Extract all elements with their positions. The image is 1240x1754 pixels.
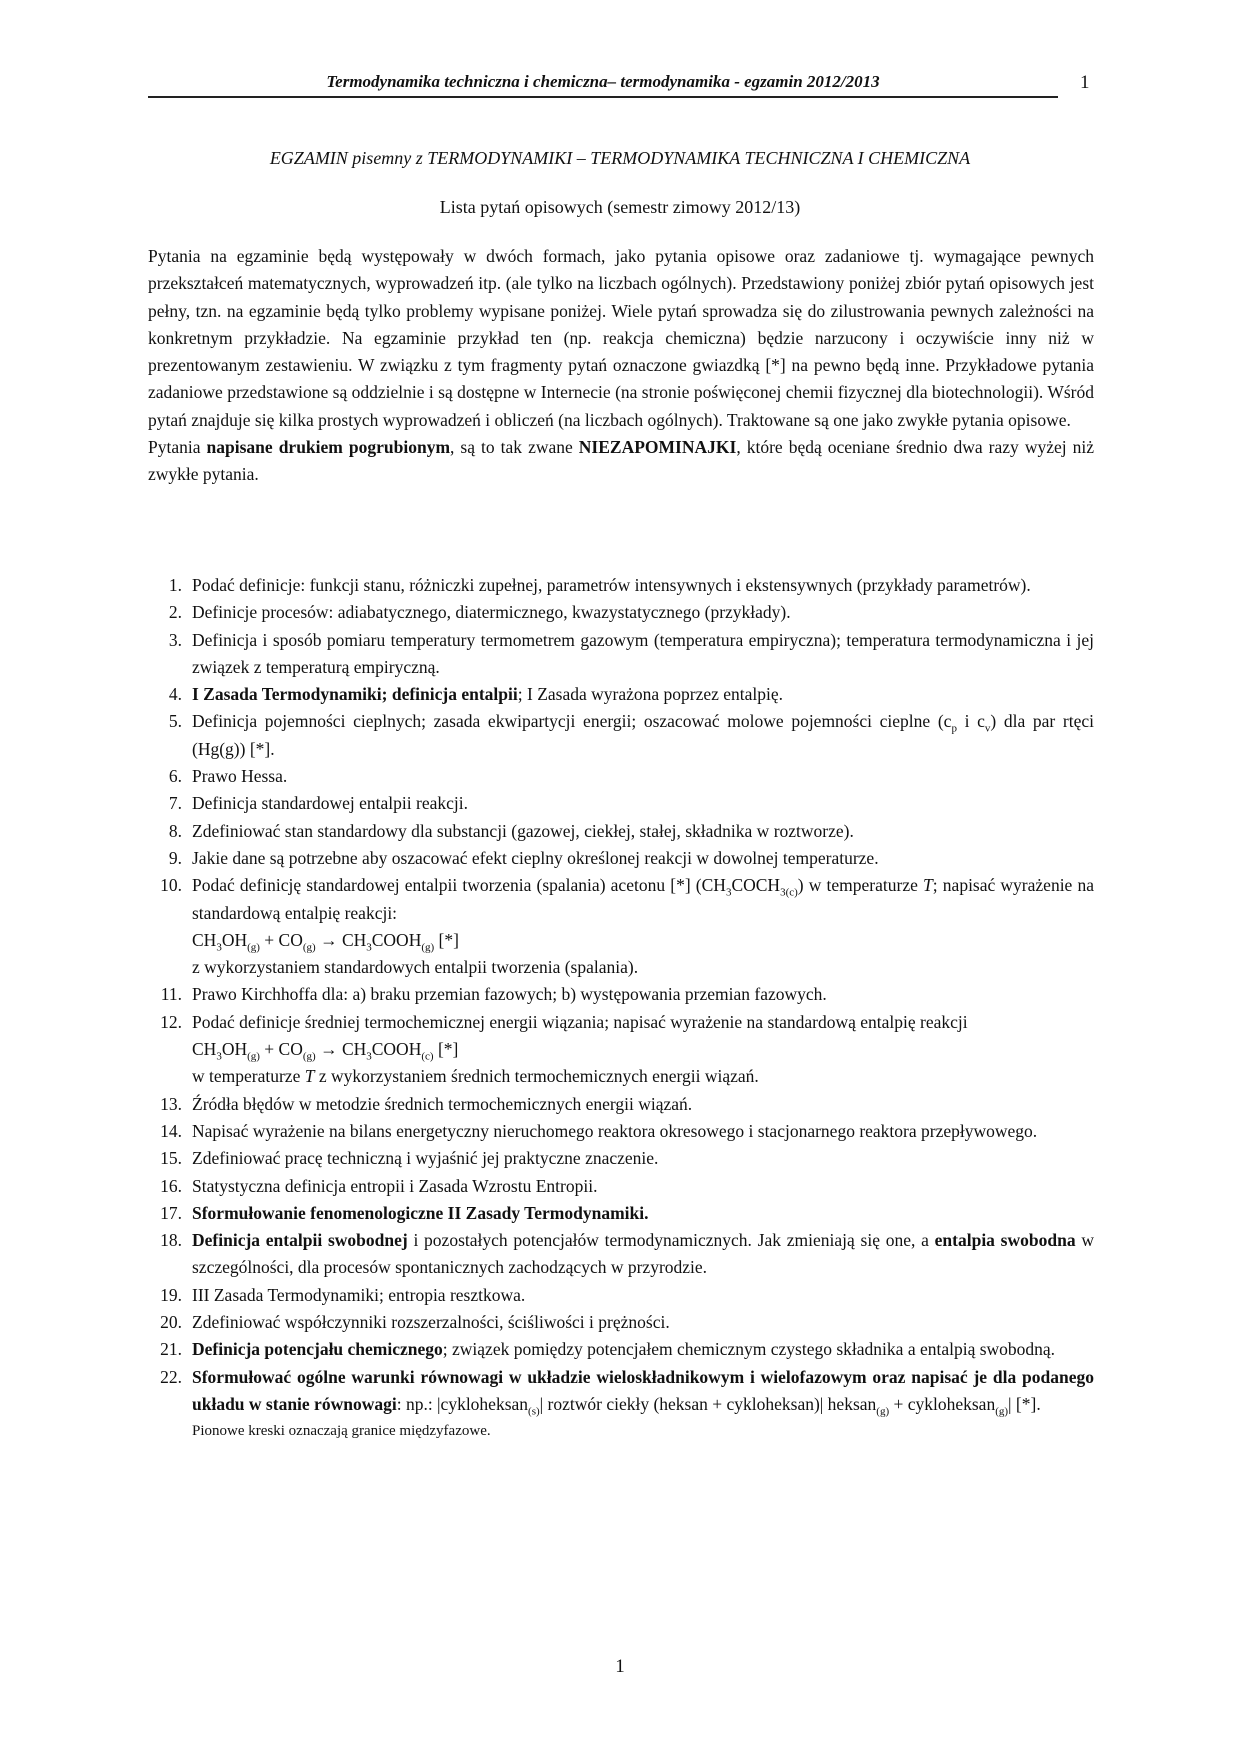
running-header: Termodynamika techniczna i chemiczna– termodynamika - egzamin 2012/2013 <box>148 72 1058 98</box>
exam-title: EGZAMIN pisemny z TERMODYNAMIKI – TERMODYNAMIKA TECHNICZNA I CHEMICZNA <box>269 148 971 168</box>
question-item: 21. Definicja potencjału chemicznego; związek pomiędzy potencjałem chemicznym czystego składnika a entalpią swobodną. <box>160 1339 1056 1360</box>
question-item: 18. Definicja entalpii swobodnej i pozostałych potencjałów termodynamicznych. Jak zmieniają się one, a entalpia swobodna w szczególności, dla procesów spontanicznych zachodzących w przyrodzie. <box>160 1230 1094 1278</box>
exam-subtitle: Lista pytań opisowych (semestr zimowy 2012/13) <box>439 197 801 217</box>
intro-note-paragraph: Pytania napisane drukiem pogrubionym, są to tak zwane NIEZAPOMINAJKI, które będą oceniane średnio dwa razy wyżej niż zwykłe pytania. <box>148 437 1095 485</box>
question-list <box>148 572 1094 1446</box>
question-item: 6. Prawo Hessa. <box>168 766 288 787</box>
question-item: 16. Statystyczna definicja entropii i Zasada Wzrostu Entropii. <box>160 1175 598 1196</box>
question-item: 17. Sformułowanie fenomenologiczne II Zasady Termodynamiki. <box>160 1202 649 1223</box>
question-item: 15. Zdefiniować pracę techniczną i wyjaśnić jej praktyczne znaczenie. <box>160 1148 659 1169</box>
question-item: 8. Zdefiniować stan standardowy dla substancji (gazowej, ciekłej, stałej, składnika w roztworze). <box>168 820 854 841</box>
question-item: 14. Napisać wyrażenie na bilans energetyczny nieruchomego reaktora okresowego i stacjonarnego reaktora przepływowego. <box>160 1120 1038 1141</box>
reaction-equation: $CH_3OH_{(g)} + CO_{(g)}$ → $CH_3COOH_{(c)}$ [*] <box>192 1039 459 1063</box>
question-item: 12. Podać definicje średniej termochemicznej energii wiązania; napisać wyrażenie na standardową entalpię reakcji $CH_3OH_{(g)} + CO_{(g)}$ → $CH_3COOH_{(c)}$ [*] w temperaturze T z wykorzystaniem średnich termochemicznych energii wiązań. <box>148 1009 1094 1091</box>
page-number-bottom: 1 <box>615 1656 625 1677</box>
page-number-top: 1 <box>1080 72 1090 93</box>
question-item: 13. Źródła błędów w metodzie średnich termochemicznych energii wiązań. <box>160 1093 693 1114</box>
question-item: 2. Definicje procesów: adiabatycznego, diatermicznego, kwazystatycznego (przykłady). <box>168 602 791 623</box>
footnote: Pionowe kreski oznaczają granice międzyfazowe. <box>192 1423 491 1440</box>
question-item: 3. Definicja i sposób pomiaru temperatury termometrem gazowym (temperatura empiryczna); temperatura termodynamiczna i jej związek z temperaturą empiryczną. <box>168 629 1094 677</box>
question-item: 4. I Zasada Termodynamiki; definicja entalpii; I Zasada wyrażona poprzez entalpię. <box>168 684 784 705</box>
question-item: 9. Jakie dane są potrzebne aby oszacować efekt cieplny określonej reakcji w dowolnej temperaturze. <box>168 847 879 868</box>
question-item: 20. Zdefiniować współczynniki rozszerzalności, ściśliwości i prężności. <box>160 1312 670 1333</box>
question-item: 1. Podać definicje: funkcji stanu, różniczki zupełnej, parametrów intensywnych i ekstensywnych (przykłady parametrów). <box>168 575 1031 595</box>
question-item: 7. Definicja standardowej entalpii reakcji. <box>168 793 468 814</box>
question-item: 5. Definicja pojemności cieplnych; zasada ekwipartycji energii; oszacować molowe pojemności cieplne ($c_p$ i $c_v$) dla par rtęci (Hg(g)) [*]. <box>168 711 1094 759</box>
question-item: 10. Podać definicję standardowej entalpii tworzenia (spalania) acetonu [*] $(CH_3COCH_{3(c)})$ w temperaturze T; napisać wyrażenie na standardową entalpię reakcji: $CH_3OH_{(g)} + CO_{(g)}$ → $CH_3COOH_{(g)}$ [*] z wykorzystaniem standardowych entalpii tworzenia (spalania). <box>160 875 1094 978</box>
question-item: 11. Prawo Kirchhoffa dla: a) braku przemian fazowych; b) występowania przemian fazowych. <box>160 984 827 1005</box>
question-item: 19. III Zasada Termodynamiki; entropia resztkowa. <box>160 1284 526 1305</box>
question-item: 22. Sformułować ogólne warunki równowagi w układzie wieloskładnikowym i wielofazowym oraz napisać je dla podanego układu w stanie równowagi: np.: |cykloheksan$_{(s)}$| roztwór ciekły (heksan + cykloheksan)| heksan$_{(g)}$ + cykloheksan$_{(g)}$| [*]. Pionowe kreski oznaczają granice międzyfazowe. <box>148 1364 1094 1446</box>
reaction-equation: $CH_3OH_{(g)} + CO_{(g)}$ → $CH_3COOH_{(g)}$ [*] <box>192 929 459 954</box>
intro-paragraph: Pytania na egzaminie będą występowały w dwóch formach, jako pytania opisowe oraz zadaniowe tj. wymagające pewnych przekształceń matematycznych, wyprowadzeń itp. (ale tylko na liczbach ogólnych). Przedstawiony poniżej zbiór pytań opisowych jest pełny, tzn. na egzaminie będą tylko problemy wypisane poniżej. Wiele pytań sprowadza się do zilustrowania pewnych zależności na konkretnym przykładzie. Na egzaminie przykład ten (np. reakcja chemiczna) będzie narzucony i oczywiście inny niż w prezentowanym zestawieniu. W związku z tym fragmenty pytań oznaczone gwiazdką [*] na pewno będą inne. Przykładowe pytania zadaniowe przedstawione są oddzielnie i są dostępne w Internecie (na stronie poświęconej chemii fizycznej dla biotechnologii). Wśród pytań znajduje się kilka prostych wyprowadzeń i obliczeń (na liczbach ogólnych). Traktowane są one jako zwykłe pytania opisowe. <box>148 246 1094 430</box>
intro-section <box>148 243 1094 489</box>
